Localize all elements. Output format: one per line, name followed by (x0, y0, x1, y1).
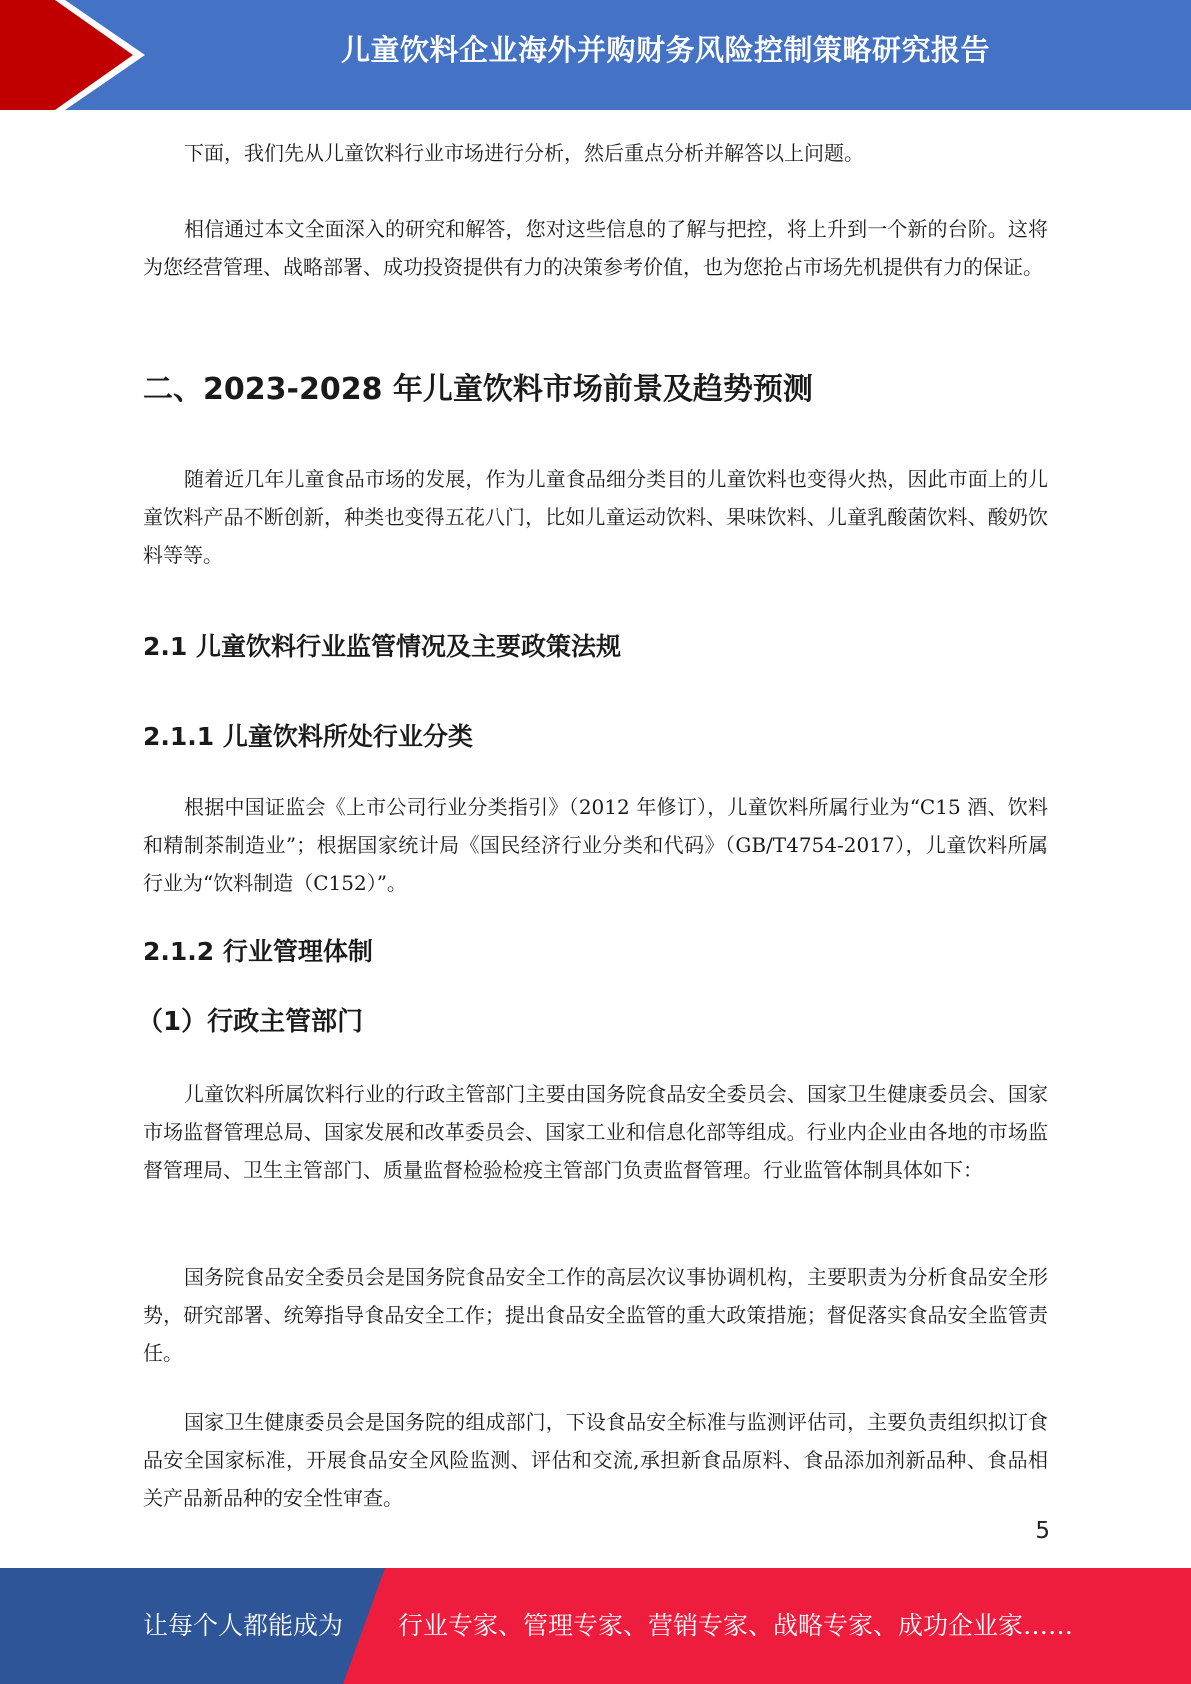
sub-heading-administrative: （1）行政主管部门 (137, 1007, 364, 1037)
paragraph-market-trend: 随着近几年儿童食品市场的发展，作为儿童食品细分类目的儿童饮料也变得火热，因此市面上的儿童饮料产品不断创新，种类也变得五花八门，比如儿童运动饮料、果味饮料、儿童乳酸菌饮料、酸奶饮料等等。 (143, 467, 1048, 567)
footer-slogan-left: 让每个人都能成为 (143, 1611, 344, 1640)
subsection-heading-2-1: 2.1 儿童饮料行业监管情况及主要政策法规 (143, 632, 621, 661)
paragraph-health-commission: 国家卫生健康委员会是国务院的组成部门，下设食品安全标准与监测评估司，主要负责组织拟订食品安全国家标准，开展食品安全风险监测、评估和交流,承担新食品原料、食品添加剂新品种、食品相关产品新品种的安全性审查。 (143, 1410, 1048, 1510)
footer-slogan-right: 行业专家、管理专家、营销专家、战略专家、成功企业家…… (398, 1611, 1074, 1640)
paragraph-industry-classification: 根据中国证监会《上市公司行业分类指引》（2012 年修订），儿童饮料所属行业为“C15 酒、饮料和精制茶制造业”；根据国家统计局《国民经济行业分类和代码》（GB/T4754-2017），儿童饮料所属行业为“饮料制造（C152）”。 (143, 795, 1048, 895)
paragraph-value: 相信通过本文全面深入的研究和解答，您对这些信息的了解与把控，将上升到一个新的台阶。这将为您经营管理、战略部署、成功投资提供有力的决策参考价值，也为您抢占市场先机提供有力的保证。 (143, 217, 1048, 279)
paragraph-intro: 下面，我们先从儿童饮料行业市场进行分析，然后重点分析并解答以上问题。 (184, 141, 864, 165)
section-heading-2: 二、2023-2028 年儿童饮料市场前景及趋势预测 (143, 372, 813, 407)
page-number: 5 (1035, 1518, 1050, 1544)
header-chevron-decoration (0, 0, 160, 110)
report-title: 儿童饮料企业海外并购财务风险控制策略研究报告 (340, 33, 990, 67)
paragraph-food-safety-committee: 国务院食品安全委员会是国务院食品安全工作的高层次议事协调机构，主要职责为分析食品安全形势，研究部署、统筹指导食品安全工作；提出食品安全监管的重大政策措施；督促落实食品安全监管责任。 (143, 1265, 1048, 1365)
subsection-heading-2-1-1: 2.1.1 儿童饮料所处行业分类 (143, 722, 473, 751)
page-header (0, 0, 1191, 110)
subsection-heading-2-1-2: 2.1.2 行业管理体制 (143, 937, 373, 966)
paragraph-administrative-departments: 儿童饮料所属饮料行业的行政主管部门主要由国务院食品安全委员会、国家卫生健康委员会、国家市场监督管理总局、国家发展和改革委员会、国家工业和信息化部等组成。行业内企业由各地的市场监督管理局、卫生主管部门、质量监督检验检疫主管部门负责监督管理。行业监管体制具体如下： (143, 1082, 1048, 1182)
page-footer (0, 1568, 1191, 1684)
